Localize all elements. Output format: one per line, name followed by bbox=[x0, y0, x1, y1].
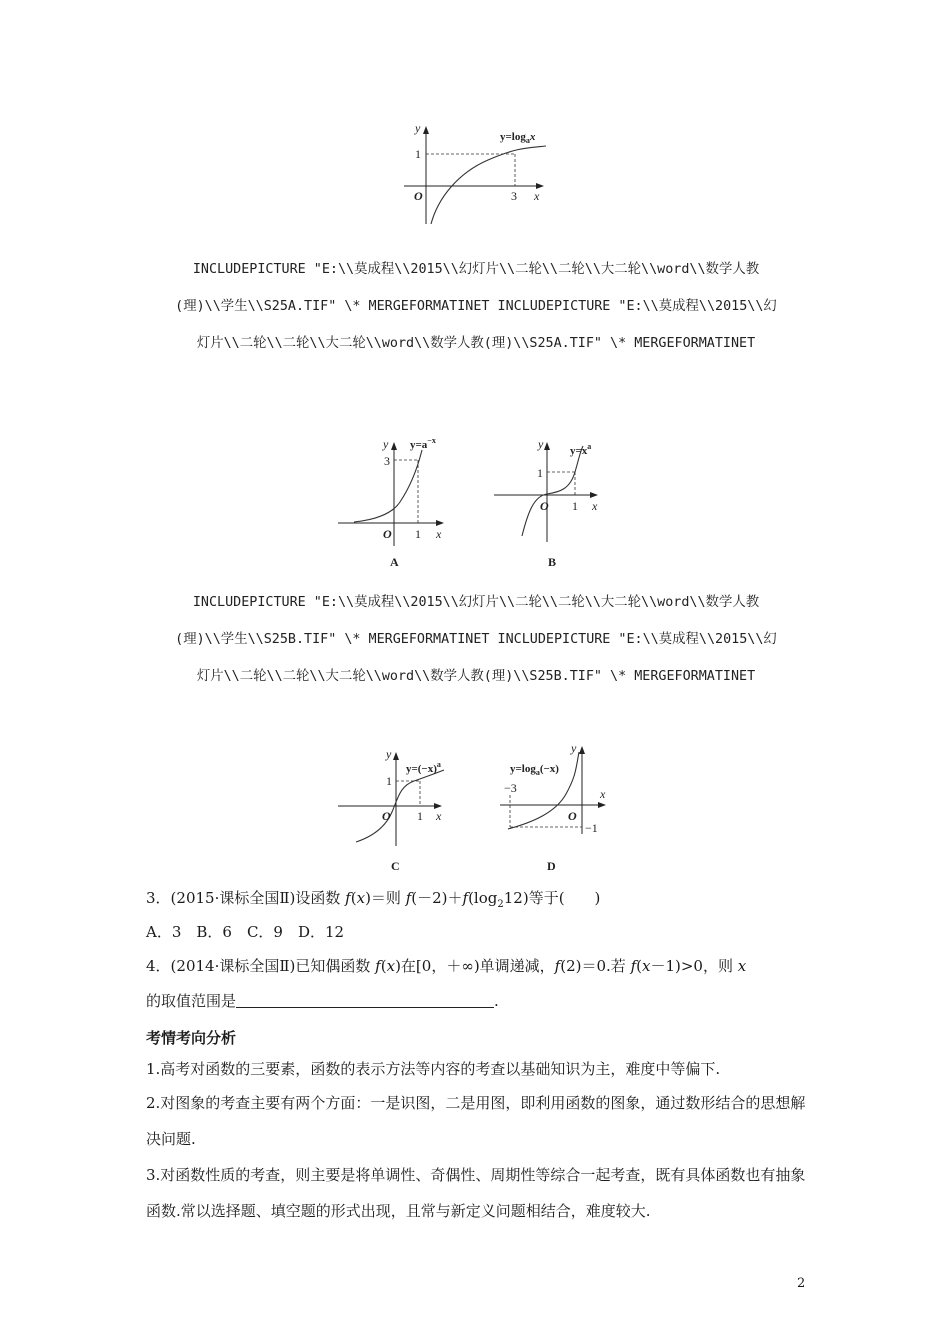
origin-label: O bbox=[568, 809, 577, 823]
y-axis-label: y bbox=[415, 121, 421, 135]
y-tick-label: 1 bbox=[415, 147, 421, 161]
question-3-choices: A．3 B．6 C．9 D．12 bbox=[146, 923, 345, 941]
x-tick-label: 1 bbox=[572, 499, 578, 513]
x-tick-label: 3 bbox=[511, 189, 517, 203]
option-letter: B bbox=[548, 555, 557, 569]
x-axis-arrow-icon bbox=[590, 492, 598, 498]
x-axis-label: x bbox=[600, 787, 606, 801]
option-letter: C bbox=[391, 859, 400, 873]
origin-label: O bbox=[382, 809, 391, 823]
field-code-block-1 bbox=[146, 251, 806, 362]
x-axis-label: x bbox=[436, 809, 442, 823]
y-axis-label: y bbox=[383, 437, 389, 451]
y-axis-arrow-icon bbox=[393, 752, 399, 760]
x-axis-label: x bbox=[534, 189, 540, 203]
field-code-block-2 bbox=[146, 584, 806, 695]
page-number: 2 bbox=[797, 1276, 806, 1291]
curve-label: $y=\log_ax$ bbox=[500, 131, 536, 145]
option-c-graph bbox=[334, 744, 454, 876]
field-code-line: (理)\\学生\\S25B.TIF" \* MERGEFORMATINET INCLUDEPICTURE "E:\\莫成程\\2015\\幻 bbox=[175, 632, 777, 647]
y-axis-arrow-icon bbox=[423, 126, 429, 134]
option-d-graph bbox=[494, 738, 614, 876]
question-source: (2015·课标全国Ⅱ) bbox=[170, 889, 296, 907]
curve-label: $y=x^a$ bbox=[570, 442, 592, 457]
x-tick-label: −3 bbox=[504, 781, 517, 795]
question-4-line2: 的取值范围是 . bbox=[146, 992, 499, 1010]
y-axis-label: y bbox=[538, 437, 544, 451]
x-axis-arrow-icon bbox=[598, 802, 606, 808]
section-heading: 考情考向分析 bbox=[146, 1029, 237, 1047]
x-tick-label: 1 bbox=[415, 527, 421, 541]
question-source: (2014·课标全国Ⅱ) bbox=[170, 957, 296, 975]
analysis-paragraph-3: 3.对函数性质的考查，则主要是将单调性、奇偶性、周期性等综合一起考查，既有具体函数也有抽象函数.常以选择题、填空题的形式出现，且常与新定义问题相结合，难度较大. bbox=[146, 1166, 806, 1220]
y-axis-arrow-icon bbox=[579, 746, 585, 754]
x-tick-label: 1 bbox=[417, 809, 423, 823]
field-code-line: INCLUDEPICTURE "E:\\莫成程\\2015\\幻灯片\\二轮\\二轮\\大二轮\\word\\数学人教 bbox=[192, 595, 760, 610]
option-letter: D bbox=[547, 859, 556, 873]
x-axis-arrow-icon bbox=[436, 520, 444, 526]
field-code-line: 灯片\\二轮\\二轮\\大二轮\\word\\数学人教(理)\\S25A.TIF" \* MERGEFORMATINET bbox=[196, 336, 756, 351]
question-3: 3．(2015·课标全国Ⅱ)设函数 f(x)＝则 $f(-2)+f(\log_212)$等于( ) bbox=[146, 889, 601, 910]
y-axis-label: y bbox=[386, 747, 392, 761]
y-axis-label: y bbox=[571, 741, 577, 755]
question-4: 4．(2014·课标全国Ⅱ)已知偶函数 f(x)在[0，＋∞)单调递减，f(2)＝0.若 f(x－1)>0，则 x bbox=[146, 957, 747, 975]
option-letter: A bbox=[390, 555, 399, 569]
field-code-line: (理)\\学生\\S25A.TIF" \* MERGEFORMATINET INCLUDEPICTURE "E:\\莫成程\\2015\\幻 bbox=[175, 299, 777, 314]
question-number: 4． bbox=[146, 957, 171, 975]
option-a-graph bbox=[334, 434, 454, 574]
field-code-line: INCLUDEPICTURE "E:\\莫成程\\2015\\幻灯片\\二轮\\二轮\\大二轮\\word\\数学人教 bbox=[192, 262, 760, 277]
x-axis-label: x bbox=[592, 499, 598, 513]
log-function-graph bbox=[398, 118, 558, 228]
option-b-curve bbox=[522, 446, 583, 536]
y-tick-label: 1 bbox=[386, 774, 392, 788]
log-curve bbox=[431, 146, 546, 224]
origin-label: O bbox=[383, 527, 392, 541]
y-axis-arrow-icon bbox=[544, 442, 550, 450]
answer-blank[interactable] bbox=[236, 992, 494, 1008]
curve-label: $y=\log_a(-x)$ bbox=[510, 763, 559, 777]
y-tick-label: 1 bbox=[537, 466, 543, 480]
curve-label: $y=(-x)^a$ bbox=[406, 760, 441, 775]
curve-label: $y=a^{-x}$ bbox=[410, 436, 436, 451]
y-tick-label: 3 bbox=[384, 454, 390, 468]
y-tick-label: −1 bbox=[585, 821, 598, 835]
y-axis-arrow-icon bbox=[391, 442, 397, 450]
option-b-graph bbox=[490, 434, 610, 574]
question-number: 3． bbox=[146, 889, 171, 907]
x-axis-label: x bbox=[436, 527, 442, 541]
origin-label: O bbox=[414, 189, 423, 203]
origin-label: O bbox=[540, 499, 549, 513]
analysis-paragraph-2: 2.对图象的考查主要有两个方面：一是识图，二是用图，即利用函数的图象，通过数形结合的思想解决问题. bbox=[146, 1094, 806, 1148]
analysis-paragraph-1: 1.高考对函数的三要素，函数的表示方法等内容的考查以基础知识为主，难度中等偏下. bbox=[146, 1060, 721, 1078]
field-code-line: 灯片\\二轮\\二轮\\大二轮\\word\\数学人教(理)\\S25B.TIF" \* MERGEFORMATINET bbox=[196, 669, 756, 684]
